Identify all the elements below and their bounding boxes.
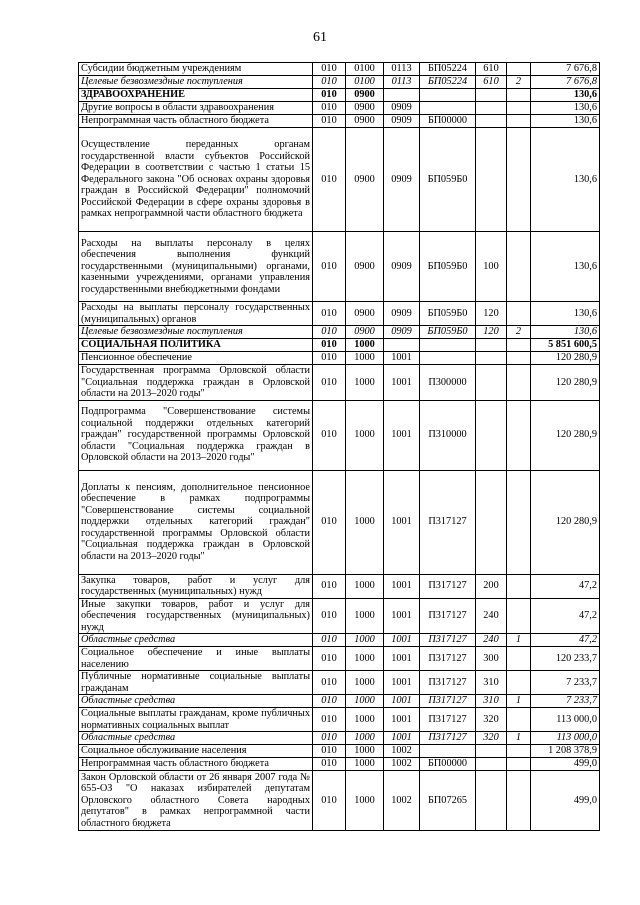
code-expense-type: 310 xyxy=(476,695,507,708)
item-name: Публичные нормативные социальные выплаты гражданам xyxy=(79,671,313,695)
table-row xyxy=(79,115,600,128)
item-name: Другие вопросы в области здравоохранения xyxy=(79,102,313,115)
code-admin: 010 xyxy=(313,758,346,771)
code-admin: 010 xyxy=(313,89,346,102)
code-admin: 010 xyxy=(313,339,346,352)
code-target: БП07265 xyxy=(420,771,476,831)
code-subsection: 0113 xyxy=(384,76,420,89)
code-section: 1000 xyxy=(346,470,384,574)
table-row xyxy=(79,339,600,352)
code-subsection: 0909 xyxy=(384,102,420,115)
code-section: 1000 xyxy=(346,758,384,771)
code-source xyxy=(507,115,531,128)
code-target: БП05224 xyxy=(420,63,476,76)
code-target: П317127 xyxy=(420,647,476,671)
code-target: П317127 xyxy=(420,470,476,574)
item-name: Пенсионное обеспечение xyxy=(79,352,313,365)
code-expense-type xyxy=(476,102,507,115)
code-target: БП00000 xyxy=(420,758,476,771)
amount: 130,6 xyxy=(531,102,600,115)
table-row xyxy=(79,671,600,695)
code-subsection: 1001 xyxy=(384,708,420,732)
code-target: П300000 xyxy=(420,365,476,401)
page-number: 61 xyxy=(313,30,327,45)
amount: 120 280,9 xyxy=(531,365,600,401)
code-admin: 010 xyxy=(313,470,346,574)
code-subsection: 1001 xyxy=(384,634,420,647)
code-target: БП00000 xyxy=(420,115,476,128)
amount: 5 851 600,5 xyxy=(531,339,600,352)
code-source xyxy=(507,671,531,695)
code-subsection: 1001 xyxy=(384,574,420,598)
amount: 130,6 xyxy=(531,89,600,102)
amount: 7 676,8 xyxy=(531,76,600,89)
code-source xyxy=(507,470,531,574)
table-row xyxy=(79,302,600,326)
code-target: П317127 xyxy=(420,708,476,732)
code-subsection: 1001 xyxy=(384,470,420,574)
table-row xyxy=(79,102,600,115)
code-expense-type: 310 xyxy=(476,671,507,695)
code-admin: 010 xyxy=(313,671,346,695)
item-name: Целевые безвозмездные поступления xyxy=(79,76,313,89)
item-name: ЗДРАВООХРАНЕНИЕ xyxy=(79,89,313,102)
item-name: Закон Орловской области от 26 января 2007 года № 655-ОЗ "О наказах избирателей депутатам Орловского областного Совета народных депутатов" в рамках непрограммной части областного бюджета xyxy=(79,771,313,831)
table-row xyxy=(79,708,600,732)
code-admin: 010 xyxy=(313,708,346,732)
code-section: 1000 xyxy=(346,365,384,401)
amount: 130,6 xyxy=(531,128,600,232)
code-subsection: 1001 xyxy=(384,732,420,745)
code-expense-type: 320 xyxy=(476,732,507,745)
code-target: БП059Б0 xyxy=(420,128,476,232)
code-admin: 010 xyxy=(313,647,346,671)
code-expense-type: 300 xyxy=(476,647,507,671)
code-subsection: 1001 xyxy=(384,647,420,671)
table-row xyxy=(79,574,600,598)
code-source xyxy=(507,128,531,232)
table-row xyxy=(79,76,600,89)
code-section: 1000 xyxy=(346,671,384,695)
code-admin: 010 xyxy=(313,302,346,326)
code-expense-type xyxy=(476,89,507,102)
item-name: Социальные выплаты гражданам, кроме публичных нормативных социальных выплат xyxy=(79,708,313,732)
code-section: 1000 xyxy=(346,732,384,745)
code-admin: 010 xyxy=(313,76,346,89)
table-row xyxy=(79,598,600,634)
code-expense-type xyxy=(476,400,507,470)
code-source: 2 xyxy=(507,76,531,89)
code-target: П317127 xyxy=(420,598,476,634)
code-source xyxy=(507,352,531,365)
item-name: Расходы на выплаты персоналу государственных (муниципальных) органов xyxy=(79,302,313,326)
code-expense-type: 610 xyxy=(476,63,507,76)
amount: 47,2 xyxy=(531,574,600,598)
code-source xyxy=(507,574,531,598)
code-subsection: 0909 xyxy=(384,232,420,302)
code-target: П317127 xyxy=(420,732,476,745)
budget-table xyxy=(78,62,600,831)
code-source xyxy=(507,89,531,102)
code-section: 1000 xyxy=(346,352,384,365)
code-section: 0900 xyxy=(346,302,384,326)
code-section: 1000 xyxy=(346,771,384,831)
item-name: Социальное обеспечение и иные выплаты населению xyxy=(79,647,313,671)
code-expense-type: 200 xyxy=(476,574,507,598)
code-expense-type xyxy=(476,771,507,831)
code-source xyxy=(507,232,531,302)
code-section: 1000 xyxy=(346,634,384,647)
code-expense-type: 320 xyxy=(476,708,507,732)
item-name: Непрограммная часть областного бюджета xyxy=(79,115,313,128)
code-target: БП05224 xyxy=(420,76,476,89)
code-admin: 010 xyxy=(313,771,346,831)
amount: 47,2 xyxy=(531,634,600,647)
code-expense-type: 120 xyxy=(476,302,507,326)
code-source xyxy=(507,339,531,352)
code-section: 0900 xyxy=(346,326,384,339)
code-section: 0900 xyxy=(346,128,384,232)
table-row xyxy=(79,732,600,745)
code-admin: 010 xyxy=(313,63,346,76)
item-name: СОЦИАЛЬНАЯ ПОЛИТИКА xyxy=(79,339,313,352)
code-subsection: 1002 xyxy=(384,771,420,831)
code-expense-type: 610 xyxy=(476,76,507,89)
code-expense-type xyxy=(476,352,507,365)
code-subsection: 1002 xyxy=(384,745,420,758)
amount: 7 233,7 xyxy=(531,695,600,708)
code-admin: 010 xyxy=(313,128,346,232)
item-name: Государственная программа Орловской области "Социальная поддержка граждан в Орловской области на 2013–2020 годы" xyxy=(79,365,313,401)
code-subsection: 0113 xyxy=(384,63,420,76)
item-name: Областные средства xyxy=(79,732,313,745)
item-name: Подпрограмма "Совершенствование системы социальной поддержки отдельных категорий граждан" государственной программы Орловской области "Социальная поддержка граждан в Орловской области на 2013–2020 годы" xyxy=(79,400,313,470)
table-row xyxy=(79,89,600,102)
code-source xyxy=(507,63,531,76)
table-row xyxy=(79,63,600,76)
code-section: 1000 xyxy=(346,400,384,470)
code-subsection: 0909 xyxy=(384,115,420,128)
table-row xyxy=(79,400,600,470)
item-name: Областные средства xyxy=(79,695,313,708)
code-expense-type xyxy=(476,339,507,352)
amount: 130,6 xyxy=(531,302,600,326)
code-source: 2 xyxy=(507,326,531,339)
code-admin: 010 xyxy=(313,326,346,339)
code-subsection: 1001 xyxy=(384,671,420,695)
code-subsection: 1001 xyxy=(384,365,420,401)
code-source xyxy=(507,758,531,771)
code-subsection: 1001 xyxy=(384,352,420,365)
amount: 130,6 xyxy=(531,115,600,128)
item-name: Целевые безвозмездные поступления xyxy=(79,326,313,339)
amount: 120 280,9 xyxy=(531,400,600,470)
table-row xyxy=(79,771,600,831)
table-row xyxy=(79,365,600,401)
code-section: 1000 xyxy=(346,695,384,708)
budget-table-body xyxy=(79,63,600,831)
code-admin: 010 xyxy=(313,745,346,758)
table-row xyxy=(79,634,600,647)
code-source xyxy=(507,365,531,401)
code-section: 1000 xyxy=(346,647,384,671)
code-section: 1000 xyxy=(346,574,384,598)
code-admin: 010 xyxy=(313,232,346,302)
code-section: 1000 xyxy=(346,598,384,634)
code-expense-type xyxy=(476,115,507,128)
code-subsection: 0909 xyxy=(384,302,420,326)
code-source xyxy=(507,708,531,732)
code-section: 0100 xyxy=(346,63,384,76)
table-row xyxy=(79,695,600,708)
code-admin: 010 xyxy=(313,400,346,470)
table-row xyxy=(79,745,600,758)
code-section: 0900 xyxy=(346,89,384,102)
code-source xyxy=(507,302,531,326)
amount: 120 280,9 xyxy=(531,470,600,574)
code-target: П310000 xyxy=(420,400,476,470)
table-row xyxy=(79,326,600,339)
code-admin: 010 xyxy=(313,732,346,745)
code-source: 1 xyxy=(507,695,531,708)
table-row xyxy=(79,232,600,302)
code-subsection: 1001 xyxy=(384,400,420,470)
code-source xyxy=(507,400,531,470)
amount: 113 000,0 xyxy=(531,708,600,732)
code-admin: 010 xyxy=(313,574,346,598)
code-source xyxy=(507,102,531,115)
table-row xyxy=(79,647,600,671)
code-expense-type xyxy=(476,470,507,574)
amount: 7 233,7 xyxy=(531,671,600,695)
code-expense-type xyxy=(476,745,507,758)
item-name: Социальное обслуживание населения xyxy=(79,745,313,758)
code-target: П317127 xyxy=(420,634,476,647)
code-section: 0900 xyxy=(346,115,384,128)
code-section: 0900 xyxy=(346,102,384,115)
code-section: 1000 xyxy=(346,708,384,732)
code-target xyxy=(420,745,476,758)
table-row xyxy=(79,470,600,574)
amount: 120 280,9 xyxy=(531,352,600,365)
code-source xyxy=(507,745,531,758)
item-name: Иные закупки товаров, работ и услуг для обеспечения государственных (муниципальных) нужд xyxy=(79,598,313,634)
code-target: П317127 xyxy=(420,574,476,598)
code-expense-type: 240 xyxy=(476,598,507,634)
code-target: П317127 xyxy=(420,671,476,695)
code-admin: 010 xyxy=(313,598,346,634)
amount: 130,6 xyxy=(531,232,600,302)
table-row xyxy=(79,758,600,771)
table-row xyxy=(79,128,600,232)
code-target: БП059Б0 xyxy=(420,326,476,339)
amount: 499,0 xyxy=(531,771,600,831)
table-row xyxy=(79,352,600,365)
code-target: П317127 xyxy=(420,695,476,708)
code-admin: 010 xyxy=(313,365,346,401)
amount: 1 208 378,9 xyxy=(531,745,600,758)
code-target xyxy=(420,339,476,352)
code-source: 1 xyxy=(507,732,531,745)
code-expense-type xyxy=(476,365,507,401)
code-section: 1000 xyxy=(346,339,384,352)
code-source xyxy=(507,598,531,634)
code-subsection: 1001 xyxy=(384,598,420,634)
code-section: 0100 xyxy=(346,76,384,89)
item-name: Доплаты к пенсиям, дополнительное пенсионное обеспечение в рамках подпрограммы "Совершенствование системы социальной поддержки отдельных категорий граждан" государственной программы Орловской области "Социальная поддержка граждан в Орловской области на 2013–2020 годы" xyxy=(79,470,313,574)
item-name: Областные средства xyxy=(79,634,313,647)
amount: 7 676,8 xyxy=(531,63,600,76)
item-name: Осуществление переданных органам государственной власти субъектов Российской Федерации в соответствии с частью 1 статьи 15 Федерального закона "Об основах охраны здоровья граждан в Российской Федерации" полномочий Российской Федерации в сфере охраны здоровья в рамках непрограммной части областного бюджета xyxy=(79,128,313,232)
code-target xyxy=(420,352,476,365)
code-source xyxy=(507,647,531,671)
amount: 499,0 xyxy=(531,758,600,771)
code-section: 1000 xyxy=(346,745,384,758)
code-subsection: 0909 xyxy=(384,326,420,339)
code-expense-type: 100 xyxy=(476,232,507,302)
code-target: БП059Б0 xyxy=(420,302,476,326)
code-source: 1 xyxy=(507,634,531,647)
code-target xyxy=(420,102,476,115)
amount: 113 000,0 xyxy=(531,732,600,745)
code-admin: 010 xyxy=(313,352,346,365)
code-section: 0900 xyxy=(346,232,384,302)
code-admin: 010 xyxy=(313,695,346,708)
item-name: Субсидии бюджетным учреждениям xyxy=(79,63,313,76)
code-admin: 010 xyxy=(313,115,346,128)
code-subsection xyxy=(384,89,420,102)
code-subsection: 0909 xyxy=(384,128,420,232)
code-subsection: 1002 xyxy=(384,758,420,771)
code-admin: 010 xyxy=(313,634,346,647)
code-target: БП059Б0 xyxy=(420,232,476,302)
code-target xyxy=(420,89,476,102)
code-expense-type: 120 xyxy=(476,326,507,339)
amount: 47,2 xyxy=(531,598,600,634)
item-name: Закупка товаров, работ и услуг для государственных (муниципальных) нужд xyxy=(79,574,313,598)
code-expense-type: 240 xyxy=(476,634,507,647)
code-subsection: 1001 xyxy=(384,695,420,708)
amount: 120 233,7 xyxy=(531,647,600,671)
code-source xyxy=(507,771,531,831)
code-subsection xyxy=(384,339,420,352)
code-expense-type xyxy=(476,128,507,232)
item-name: Расходы на выплаты персоналу в целях обеспечения выполнения функций государственными (муниципальными) органами, казенными учреждениями, органами управления государственными внебюджетными фондами xyxy=(79,232,313,302)
amount: 130,6 xyxy=(531,326,600,339)
item-name: Непрограммная часть областного бюджета xyxy=(79,758,313,771)
code-expense-type xyxy=(476,758,507,771)
code-admin: 010 xyxy=(313,102,346,115)
